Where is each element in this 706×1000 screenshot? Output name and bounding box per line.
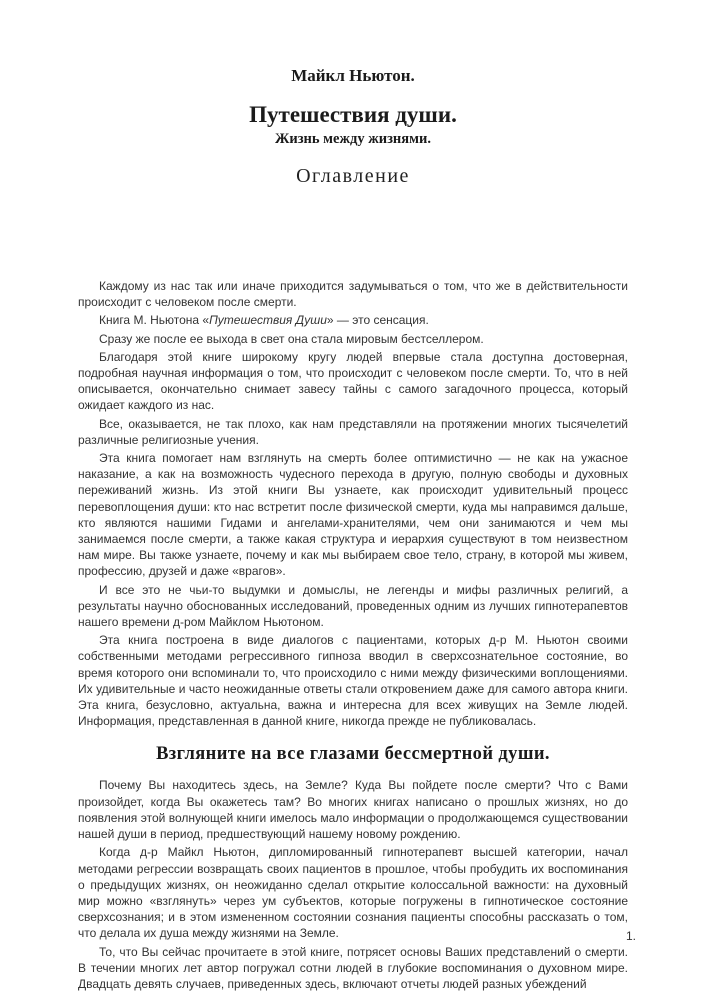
intro-paragraph-8: Эта книга построена в виде диалогов с пациентами, которых д-р М. Ньютон своими собственными методами регрессивного гипноза вводил в сверхсознательное состояние, во время которого они вспоминали то, что происходило с ними между физическими воплощениями. Их удивительные и часто неожиданные ответы стали откровением даже для самого автора книги. Эта книга, безусловно, актуальна, важна и интересна для всех живущих на Земле людей. Информация, представленная в данной книге, никогда прежде не публиковалась.: [78, 633, 628, 729]
intro-paragraph-3: Сразу же после ее выхода в свет она стала мировым бестселлером.: [99, 331, 484, 346]
author-name: Майкл Ньютон.: [291, 66, 415, 85]
section-paragraph-2: Когда д-р Майкл Ньютон, дипломированный гипнотерапевт высшей категории, начал методами регрессии возвращать своих пациентов в прошлое, чтобы пробудить их воспоминания о предыдущих жизнях, он неожиданно сделал открытие колоссальной важности: на духовный мир можно «взглянуть» через ум субъектов, которые погружены в гипнотическое состояние сверхсознания; и в этом измененном состоянии сознания пациенты способны рассказать о том, что делала их душа между жизнями на Земле.: [78, 845, 628, 941]
document-header: [78, 66, 628, 188]
intro-paragraph-4: Благодаря этой книге широкому кругу людей впервые стала доступна достоверная, подробная научная информация о том, что происходит с человеком после смерти. То, что в ней описывается, окончательно снимает завесу тайны с самого загадочного процесса, который ожидает каждого из нас.: [78, 349, 628, 413]
intro-paragraph-5: Все, оказывается, не так плохо, как нам представляли на протяжении многих тысячелетий различные религиозные учения.: [78, 416, 628, 447]
book-title-italic: Путешествия Души: [209, 313, 327, 328]
book-title: Путешествия души.: [249, 102, 457, 127]
document-body: [78, 278, 628, 992]
intro-paragraph-6: Эта книга помогает нам взглянуть на смерть более оптимистично — не как на ужасное наказание, а как на возможность чудесного перехода в другую, полную свободы и духовных переживаний жизнь. Из этой книги Вы узнаете, как происходит удивительный процесс перевоплощения души: кто нас встретит после физической смерти, куда мы направимся дальше, кто являются нашими Гидами и ангелами-хранителями, чем они занимаются и чем мы занимаемся после смерти, а также какая структура и иерархия существуют в том неизвестном нам мире. Вы также узнаете, почему и как мы выбираем свое тело, страну, в которой мы живем, профессию, друзей и даже «врагов».: [78, 451, 628, 579]
contents-heading: Оглавление: [296, 165, 410, 187]
intro-paragraph-7: И все это не чьи-то выдумки и домыслы, не легенды и мифы различных религий, а результаты научно обоснованных исследований, проведенных одним из лучших гипнотерапевтов нашего времени д-ром Майклом Ньютоном.: [78, 582, 628, 630]
book-subtitle: Жизнь между жизнями.: [275, 131, 431, 147]
section-paragraph-1: Почему Вы находитесь здесь, на Земле? Куда Вы пойдете после смерти? Что с Вами произойдет, когда Вы окажетесь там? Во многих книгах написано о прошлых жизнях, но до появления этой волнующей книги имелось мало информации о продолжающемся существовании нашей души в период, предшествующий нашему новому рождению.: [78, 778, 628, 842]
section-paragraph-3: То, что Вы сейчас прочитаете в этой книге, потрясет основы Ваших представлений о смерти. В течении многих лет автор погружал сотни людей в глубокие воспоминания о духовном мире. Двадцать девять случаев, приведенных здесь, включают отчеты людей разных убеждений: [78, 944, 628, 991]
page-number: 1.: [625, 929, 636, 943]
sentence-suffix: » — это сенсация.: [326, 313, 429, 328]
sentence-prefix: Книга М. Ньютона «: [99, 313, 210, 328]
intro-paragraph-2: [78, 312, 628, 328]
intro-paragraph-1: Каждому из нас так или иначе приходится задумываться о том, что же в действительности происходит с человеком после смерти.: [78, 279, 628, 310]
section-heading: Взгляните на все глазами бессмертной души.: [156, 744, 550, 765]
